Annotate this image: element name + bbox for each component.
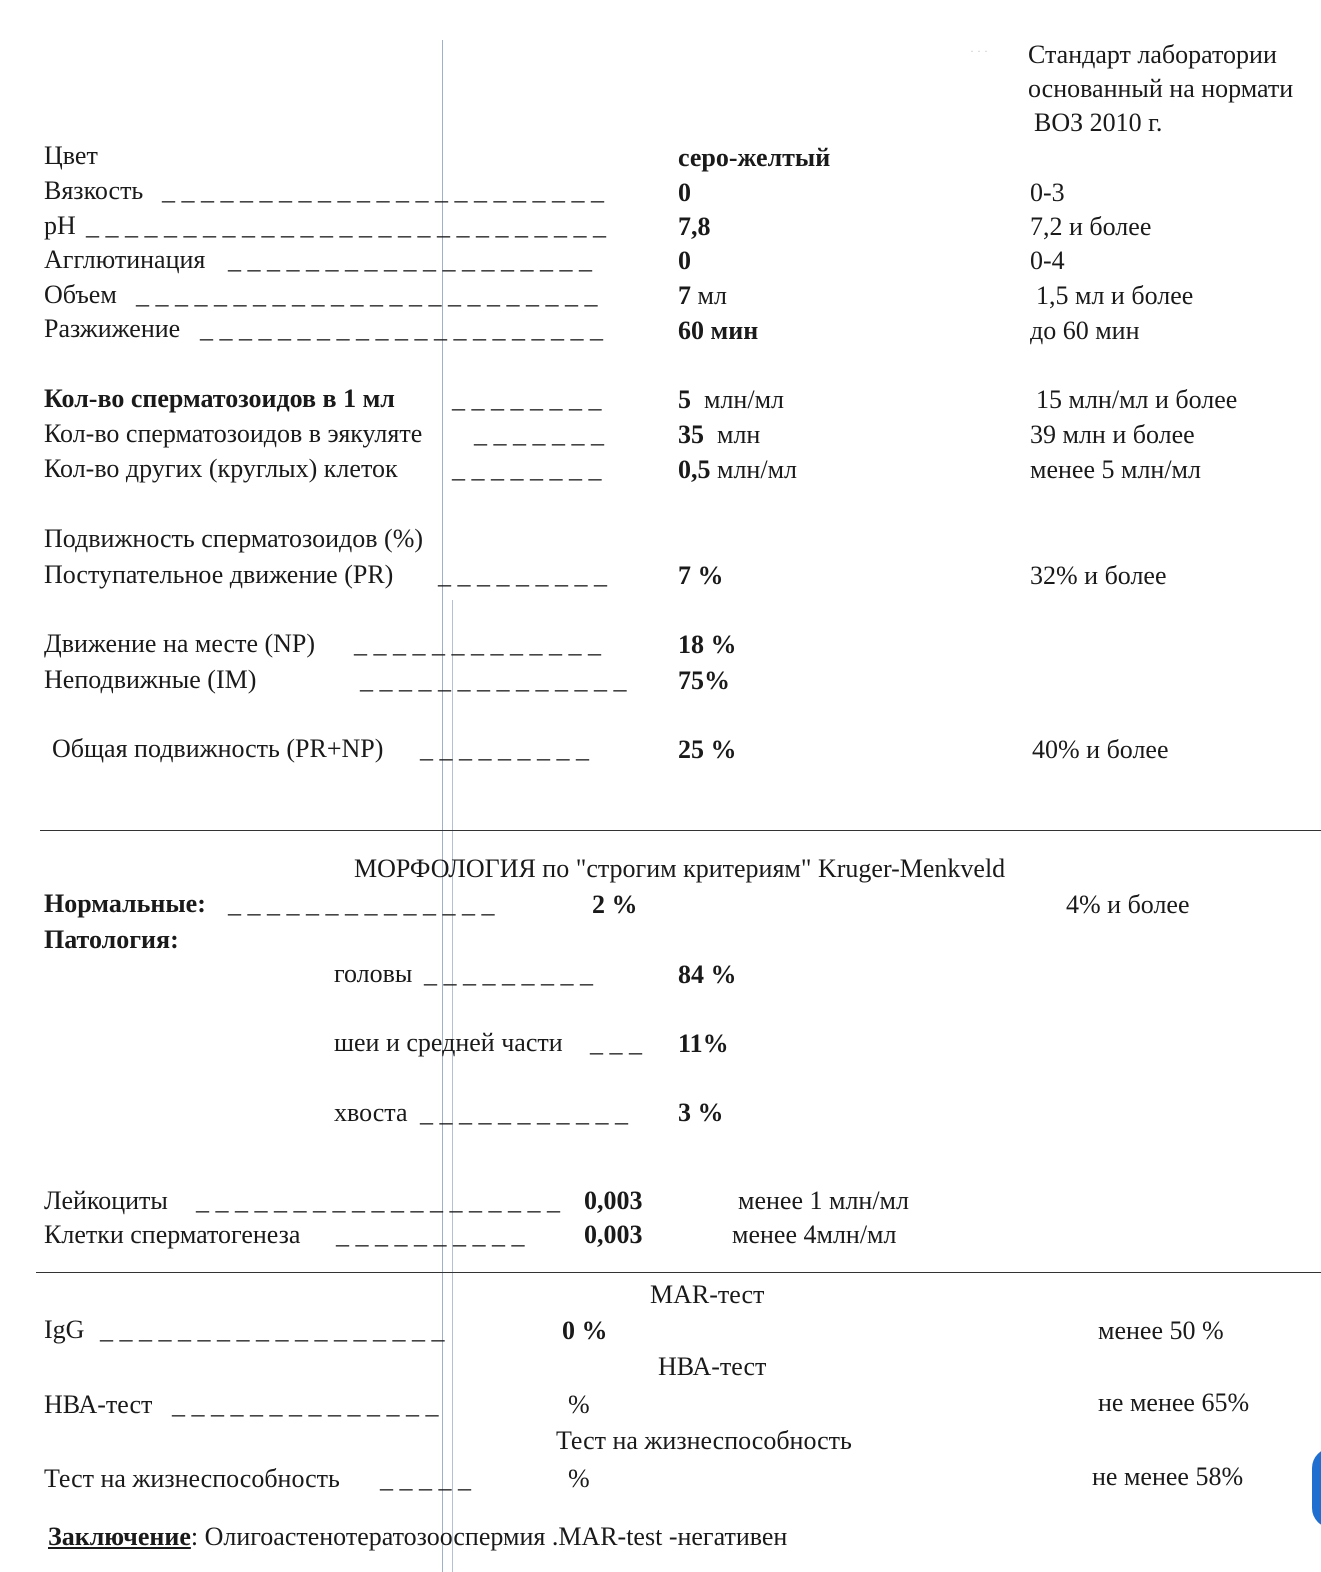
row-color-label: Цвет: [44, 141, 98, 170]
row-total-motility-norm: 40% и более: [1032, 735, 1169, 764]
pathology-tail-label: хвоста: [334, 1098, 408, 1127]
row-concentration-norm: 15 млн/мл и более: [1036, 385, 1238, 414]
row-im-label: Неподвижные (IM): [44, 665, 257, 694]
row-np-value: 18 %: [678, 630, 737, 659]
row-liquefaction-norm: до 60 мин: [1030, 316, 1140, 345]
row-np-label: Движение на месте (NP): [44, 629, 316, 658]
row-agglutination-label: Агглютинация: [44, 245, 206, 274]
mar-test-heading: MAR-тест: [650, 1280, 765, 1309]
igg-value: 0 %: [562, 1316, 608, 1345]
row-total-count-norm: 39 млн и более: [1030, 420, 1195, 449]
hba-norm: не менее 65%: [1098, 1388, 1250, 1417]
pathology-neck-value: 11%: [678, 1029, 729, 1058]
row-viscosity-norm: 0-3: [1030, 178, 1065, 207]
viability-dashes: _ _ _ _ _: [380, 1464, 471, 1493]
morphology-normal-label: Нормальные:: [44, 889, 206, 918]
hba-label: НВА-тест: [44, 1390, 153, 1419]
row-pr-label: Поступательное движение (PR): [44, 560, 394, 589]
row-ph-norm: 7,2 и более: [1030, 212, 1152, 241]
row-pr-norm: 32% и более: [1030, 561, 1167, 590]
hba-value: %: [568, 1390, 590, 1419]
row-agglutination-norm: 0-4: [1030, 246, 1065, 275]
blue-scan-mark: [1312, 1448, 1321, 1528]
row-concentration-label: Кол-во сперматозоидов в 1 мл: [44, 384, 395, 413]
row-liquefaction-dashes: _ _ _ _ _ _ _ _ _ _ _ _ _ _ _ _ _ _ _ _ _: [200, 314, 603, 343]
conclusion-label: Заключение: [48, 1522, 191, 1551]
pathology-head-dashes: _ _ _ _ _ _ _ _ _: [424, 959, 593, 988]
morphology-normal-dashes: _ _ _ _ _ _ _ _ _ _ _ _ _ _: [228, 889, 495, 918]
row-round-cells-label: Кол-во других (круглых) клеток: [44, 454, 398, 483]
row-total-count-value: 35 млн: [678, 420, 761, 449]
standard-title-line2: основанный на нормати: [1028, 74, 1294, 103]
row-ph-label: pH: [44, 211, 76, 240]
igg-dashes: _ _ _ _ _ _ _ _ _ _ _ _ _ _ _ _ _ _: [100, 1315, 445, 1344]
row-total-motility-label: Общая подвижность (PR+NP): [52, 734, 384, 763]
spermatogenesis-cells-value: 0,003: [584, 1220, 643, 1249]
standard-title-line1: Стандарт лаборатории: [1028, 40, 1277, 69]
viability-norm: не менее 58%: [1092, 1462, 1244, 1491]
leukocytes-dashes: _ _ _ _ _ _ _ _ _ _ _ _ _ _ _ _ _ _ _: [196, 1186, 560, 1215]
pathology-neck-label: шеи и средней части: [334, 1028, 563, 1057]
pathology-head-value: 84 %: [678, 960, 737, 989]
standard-title-line3: ВОЗ 2010 г.: [1034, 108, 1163, 137]
row-round-cells-dashes: _ _ _ _ _ _ _ _: [452, 454, 602, 483]
morphology-normal-value: 2 %: [592, 890, 638, 919]
igg-label: IgG: [44, 1315, 85, 1344]
leukocytes-norm: менее 1 млн/мл: [738, 1186, 909, 1215]
viability-value: %: [568, 1464, 590, 1493]
row-round-cells-norm: менее 5 млн/мл: [1030, 455, 1201, 484]
hba-dashes: _ _ _ _ _ _ _ _ _ _ _ _ _ _: [172, 1390, 439, 1419]
row-np-dashes: _ _ _ _ _ _ _ _ _ _ _ _ _: [354, 629, 601, 658]
pathology-neck-dashes: _ _ _: [590, 1028, 642, 1057]
pathology-head-label: головы: [334, 959, 413, 988]
conclusion-text: : Олигоастенотератозооспермия .MAR-test -негативен: [190, 1522, 788, 1551]
section-divider-tests: [36, 1272, 1321, 1273]
row-concentration-dashes: _ _ _ _ _ _ _ _: [452, 384, 602, 413]
row-total-count-label: Кол-во сперматозоидов в эякуляте: [44, 419, 423, 448]
scan-artifact: · · ·: [970, 44, 988, 58]
row-viscosity-label: Вязкость: [44, 176, 144, 205]
row-liquefaction-label: Разжижение: [44, 314, 181, 343]
spermatogenesis-cells-label: Клетки сперматогенеза: [44, 1220, 301, 1249]
pathology-tail-value: 3 %: [678, 1098, 724, 1127]
row-liquefaction-value: 60 мин: [678, 316, 759, 345]
row-concentration-value: 5 млн/мл: [678, 385, 784, 414]
conclusion: [48, 1524, 787, 1550]
row-im-value: 75%: [678, 666, 730, 695]
row-volume-dashes: _ _ _ _ _ _ _ _ _ _ _ _ _ _ _ _ _ _ _ _ _ _ _ _: [136, 280, 598, 309]
row-volume-label: Объем: [44, 280, 117, 309]
row-pr-dashes: _ _ _ _ _ _ _ _ _: [438, 560, 607, 589]
row-ph-value: 7,8: [678, 212, 711, 241]
section-divider-morphology: [40, 830, 1321, 831]
row-viscosity-dashes: _ _ _ _ _ _ _ _ _ _ _ _ _ _ _ _ _ _ _ _ _ _ _: [162, 176, 604, 205]
morphology-pathology-label: Патология:: [44, 925, 179, 954]
row-agglutination-value: 0: [678, 246, 691, 275]
row-im-dashes: _ _ _ _ _ _ _ _ _ _ _ _ _ _: [360, 665, 627, 694]
leukocytes-label: Лейкоциты: [44, 1186, 168, 1215]
row-total-motility-dashes: _ _ _ _ _ _ _ _ _: [420, 734, 589, 763]
row-viscosity-value: 0: [678, 178, 691, 207]
hba-test-heading: НВА-тест: [658, 1352, 767, 1381]
leukocytes-value: 0,003: [584, 1186, 643, 1215]
pathology-tail-dashes: _ _ _ _ _ _ _ _ _ _ _: [420, 1098, 628, 1127]
row-agglutination-dashes: _ _ _ _ _ _ _ _ _ _ _ _ _ _ _ _ _ _ _: [228, 245, 592, 274]
row-total-count-dashes: _ _ _ _ _ _ _: [474, 419, 604, 448]
row-volume-value: 7 мл: [678, 281, 727, 310]
morphology-normal-norm: 4% и более: [1066, 890, 1190, 919]
row-pr-value: 7 %: [678, 561, 724, 590]
viability-label: Тест на жизнеспособность: [44, 1464, 340, 1493]
row-total-motility-value: 25 %: [678, 735, 737, 764]
spermatogenesis-cells-norm: менее 4млн/мл: [732, 1220, 897, 1249]
spermatogenesis-cells-dashes: _ _ _ _ _ _ _ _ _ _: [336, 1220, 525, 1249]
row-volume-norm: 1,5 мл и более: [1036, 281, 1194, 310]
row-round-cells-value: 0,5 млн/мл: [678, 455, 797, 484]
viability-test-heading: Тест на жизнеспособность: [556, 1426, 852, 1455]
motility-heading: Подвижность сперматозоидов (%): [44, 524, 424, 553]
morphology-title: МОРФОЛОГИЯ по "строгим критериям" Kruger-Menkveld: [354, 854, 1006, 883]
igg-norm: менее 50 %: [1098, 1316, 1224, 1345]
row-ph-dashes: _ _ _ _ _ _ _ _ _ _ _ _ _ _ _ _ _ _ _ _ _ _ _ _ _ _ _: [86, 211, 606, 240]
row-color-value: серо-желтый: [678, 143, 831, 172]
